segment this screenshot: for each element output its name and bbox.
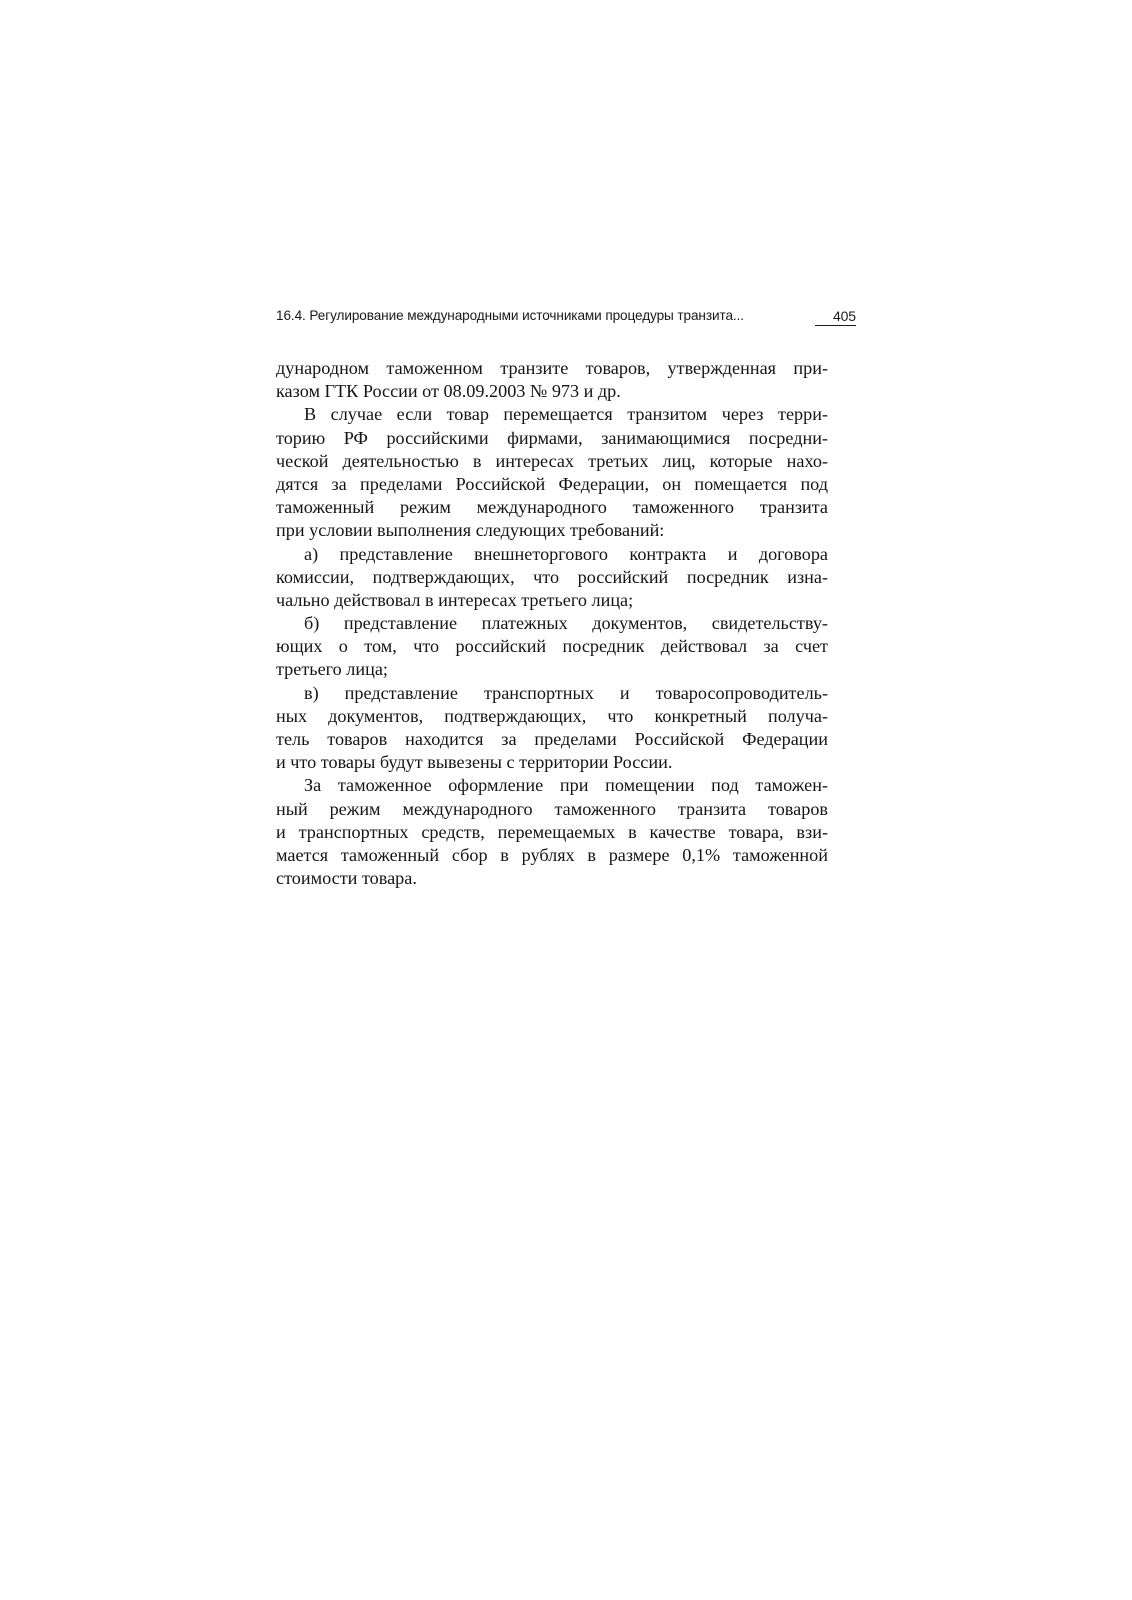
text-line: ных документов, подтверждающих, что конкретный получа- — [276, 705, 828, 726]
paragraph-customs-fee — [276, 774, 828, 890]
text-line: и транспортных средств, перемещаемых в качестве товара, взи- — [276, 821, 828, 842]
text-line: ющих о том, что российский посредник действовал за счет — [276, 636, 828, 657]
list-item-v — [276, 682, 828, 775]
text-line: в) представление транспортных и товаросопроводитель- — [304, 682, 828, 703]
text-line: ческой деятельностью в интересах третьих лиц, которые нахо- — [276, 450, 828, 471]
body-text — [276, 357, 828, 890]
text-line: За таможенное оформление при помещении под таможен- — [304, 775, 828, 796]
running-head-title: 16.4. Регулирование международными источниками процедуры транзита... — [276, 308, 744, 323]
text-line: и что товары будут вывезены с территории России. — [276, 752, 673, 773]
text-line: дународном таможенном транзите товаров, утвержденная при- — [276, 358, 828, 378]
text-line: б) представление платежных документов, свидетельству- — [304, 613, 828, 634]
text-line: чально действовал в интересах третьего лица; — [276, 589, 634, 610]
text-line: при условии выполнения следующих требований: — [276, 520, 665, 541]
text-line: дятся за пределами Российской Федерации, он помещается под — [276, 473, 828, 494]
text-line: В случае если товар перемещается транзитом через терри- — [304, 404, 828, 425]
paragraph-transit-conditions — [276, 403, 828, 542]
page-number: 405 — [815, 308, 856, 326]
text-line: таможенный режим международного таможенного транзита — [276, 497, 828, 518]
paragraph-continuation — [276, 357, 828, 403]
text-line: третьего лица; — [276, 659, 388, 680]
text-line: казом ГТК России от 08.09.2003 № 973 и др. — [276, 381, 621, 402]
text-line: ный режим международного таможенного транзита товаров — [276, 798, 828, 819]
list-item-b — [276, 612, 828, 682]
running-head — [276, 308, 856, 330]
text-line: стоимости товара. — [276, 868, 417, 889]
text-line: тель товаров находится за пределами Российской Федерации — [276, 729, 828, 749]
text-line: комиссии, подтверждающих, что российский посредник изна- — [276, 566, 828, 587]
list-item-a — [276, 543, 828, 613]
text-line: мается таможенный сбор в рублях в размере 0,1% таможенной — [276, 844, 828, 865]
text-line: торию РФ российскими фирмами, занимающимися посредни- — [276, 427, 828, 448]
text-line: а) представление внешнеторгового контракта и договора — [304, 543, 828, 564]
